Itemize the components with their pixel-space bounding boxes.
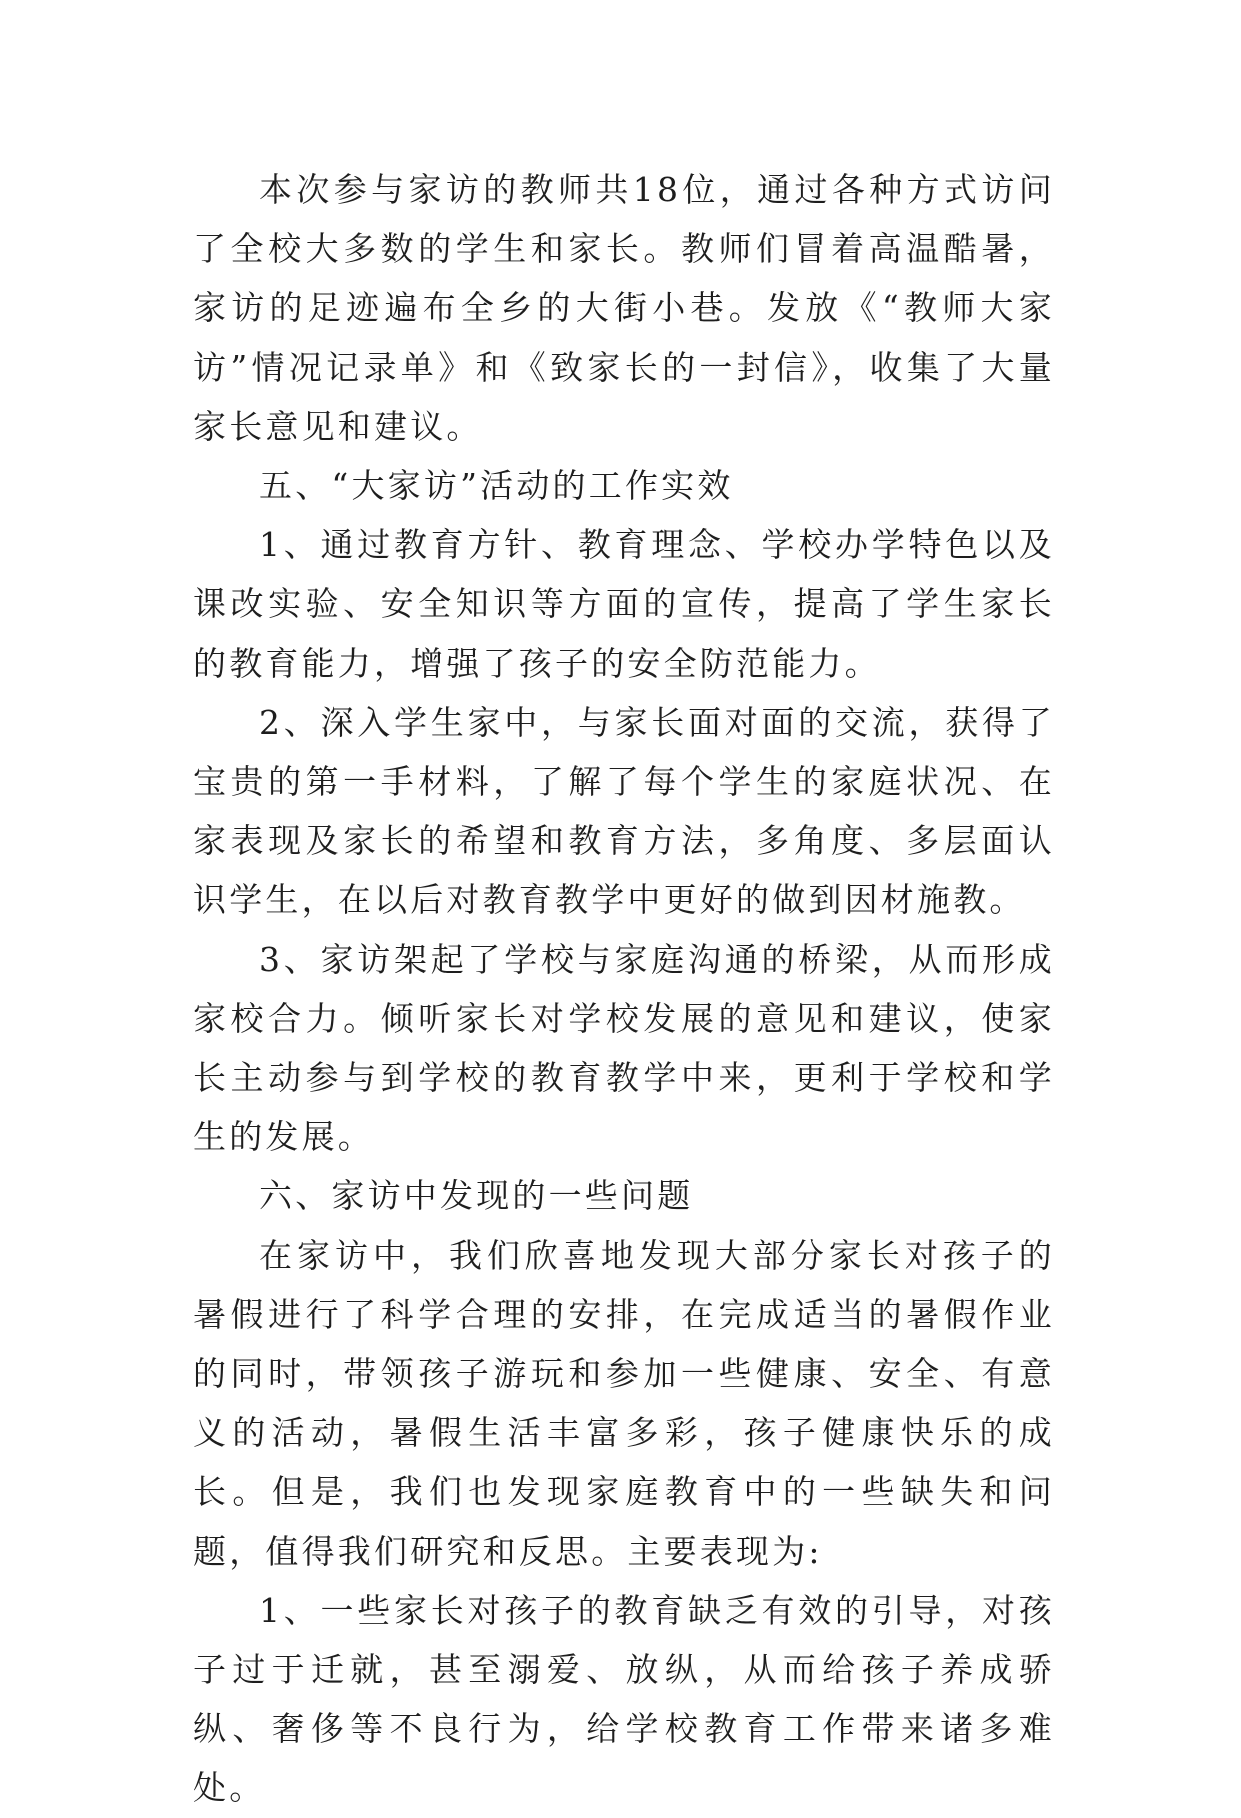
paragraph-effect-1: 1、通过教育方针、教育理念、学校办学特色以及课改实验、安全知识等方面的宣传，提高了学生家长的教育能力，增强了孩子的安全防范能力。: [193, 525, 1055, 683]
paragraph-problem-1: 1、一些家长对孩子的教育缺乏有效的引导，对孩子过于迁就，甚至溺爱、放纵，从而给孩子养成骄纵、奢侈等不良行为，给学校教育工作带来诸多难处。: [193, 1590, 1055, 1808]
document-body: [193, 160, 1055, 1818]
paragraph-effect-2: 2、深入学生家中，与家长面对面的交流，获得了宝贵的第一手材料，了解了每个学生的家庭状况、在家表现及家长的希望和教育方法，多角度、多层面认识学生，在以后对教育教学中更好的做到因材施教。: [193, 702, 1055, 920]
section-heading-problems: 六、家访中发现的一些问题: [259, 1176, 694, 1216]
section-heading-effects: 五、“大家访”活动的工作实效: [259, 466, 734, 506]
paragraph-visit-summary: 本次参与家访的教师共18位，通过各种方式访问了全校大多数的学生和家长。教师们冒着高温酷暑，家访的足迹遍布全乡的大街小巷。发放《“教师大家访”情况记录单》和《致家长的一封信》，收集了大量家长意见和建议。: [193, 170, 1055, 446]
paragraph-problems-intro: 在家访中，我们欣喜地发现大部分家长对孩子的暑假进行了科学合理的安排，在完成适当的暑假作业的同时，带领孩子游玩和参加一些健康、安全、有意义的活动，暑假生活丰富多彩，孩子健康快乐的成长。但是，我们也发现家庭教育中的一些缺失和问题，值得我们研究和反思。主要表现为:: [193, 1235, 1055, 1571]
paragraph-effect-3: 3、家访架起了学校与家庭沟通的桥梁，从而形成家校合力。倾听家长对学校发展的意见和建议，使家长主动参与到学校的教育教学中来，更利于学校和学生的发展。: [193, 939, 1055, 1157]
